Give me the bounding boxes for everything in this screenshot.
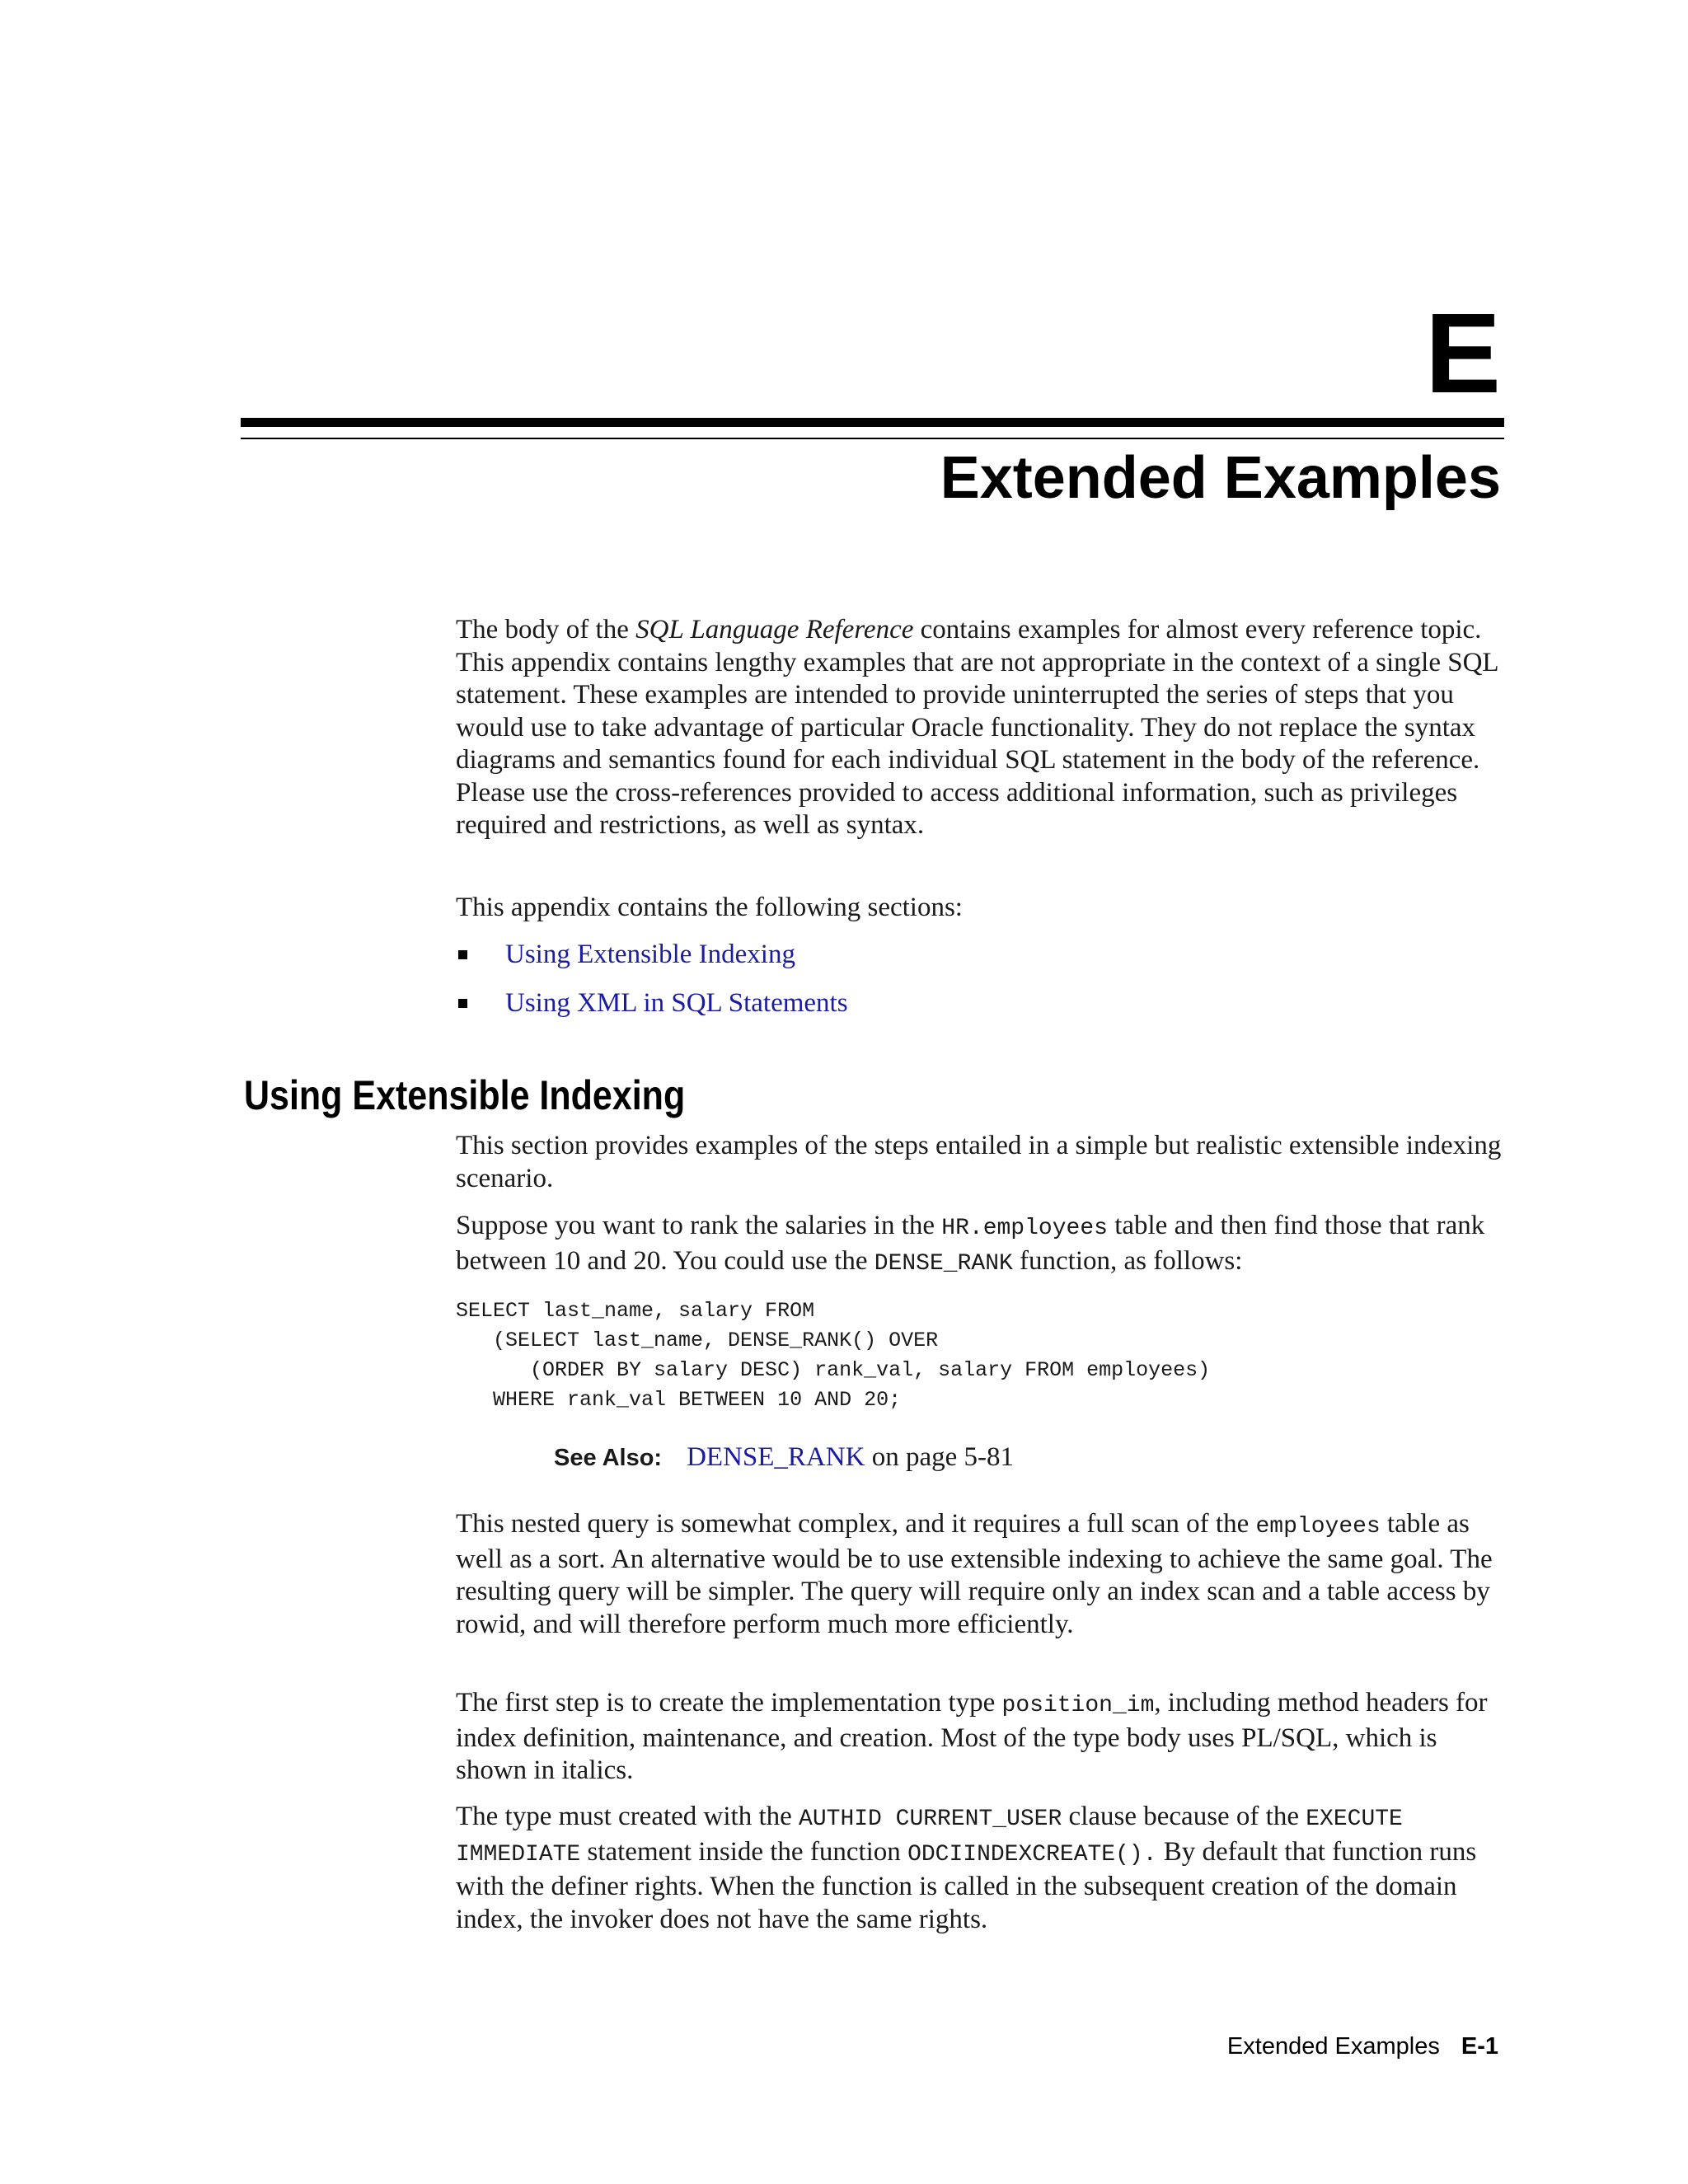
section-paragraph-5: The type must created with the AUTHID CURRENT_USER clause because of the EXECUTE IMMEDIATE statement inside the function ODCIINDEXCREATE(). By default that function runs with the definer rights. When the function is called in the subsequent creation of the domain index, the invoker does not have the same rights. (456, 1802, 1477, 1934)
header-rule-thin (241, 438, 1504, 439)
page-number: E-1 (1461, 2033, 1498, 2060)
list-item (456, 987, 848, 1036)
bullet-icon (458, 950, 467, 959)
inline-code-odci: ODCIINDEXCREATE(). (907, 1841, 1157, 1868)
link-dense-rank[interactable]: DENSE_RANK (687, 1442, 865, 1472)
inline-code-function: DENSE_RANK (874, 1250, 1013, 1277)
chapter-letter: E (1424, 290, 1501, 417)
bullet-icon (458, 999, 467, 1008)
intro-paragraph: The body of the SQL Language Reference contains examples for almost every reference topic. This appendix contains lengthy examples that are not appropriate in the context of a single SQL statement. These examples are intended to provide uninterrupted the series of steps that you would use to take advantage of particular Oracle functionality. They do not replace the syntax diagrams and semantics found for each individual SQL statement in the body of the reference. Please use the cross-references provided to access additional information, such as privileges required and restrictions, as well as syntax. (456, 615, 1498, 840)
inline-code-type: position_im (1001, 1693, 1155, 1718)
section-list (456, 939, 848, 1036)
header-rule-thick (241, 418, 1504, 427)
inline-code-execute: EXECUTE IMMEDIATE (456, 1807, 1403, 1868)
section-paragraph-1: This section provides examples of the steps entailed in a simple but realistic extensible indexing scenario. (456, 1131, 1502, 1193)
see-also-label: See Also: (554, 1445, 663, 1471)
book-title: SQL Language Reference (635, 615, 914, 644)
section-paragraph-2: Suppose you want to rank the salaries in the HR.employees table and then find those that rank between 10 and 20. You could use the DENSE_RANK function, as follows: (456, 1211, 1485, 1277)
page-footer (1227, 2032, 1498, 2061)
section-heading: Using Extensible Indexing (244, 1072, 686, 1118)
see-also-note: See Also: DENSE_RANK on page 5-81 (554, 1442, 1014, 1472)
sections-lead: This appendix contains the following sections: (456, 893, 963, 922)
chapter-title: Extended Examples (940, 445, 1501, 511)
inline-code-employees: employees (1255, 1514, 1381, 1540)
list-item (456, 939, 848, 987)
inline-code-table: HR.employees (941, 1216, 1108, 1241)
link-using-extensible-indexing[interactable]: Using Extensible Indexing (505, 940, 795, 969)
code-example: SELECT last_name, salary FROM (SELECT last_name, DENSE_RANK() OVER (ORDER BY salary DESC) rank_val, salary FROM employees) WHERE rank_val BETWEEN 10 AND 20; (456, 1299, 1211, 1412)
section-paragraph-3: This nested query is somewhat complex, and it requires a full scan of the employees table as well as a sort. An alternative would be to use extensible indexing to achieve the same goal. The resulting query will be simpler. The query will require only an index scan and a table access by rowid, and will therefore perform much more efficiently. (456, 1509, 1493, 1639)
footer-title: Extended Examples (1226, 2033, 1440, 2060)
inline-code-authid: AUTHID CURRENT_USER (799, 1807, 1062, 1832)
section-paragraph-4: The first step is to create the implementation type position_im, including method headers for index definition, maintenance, and creation. Most of the type body uses PL/SQL, which is shown in italics. (456, 1688, 1488, 1785)
link-using-xml-in-sql-statements[interactable]: Using XML in SQL Statements (505, 988, 848, 1018)
